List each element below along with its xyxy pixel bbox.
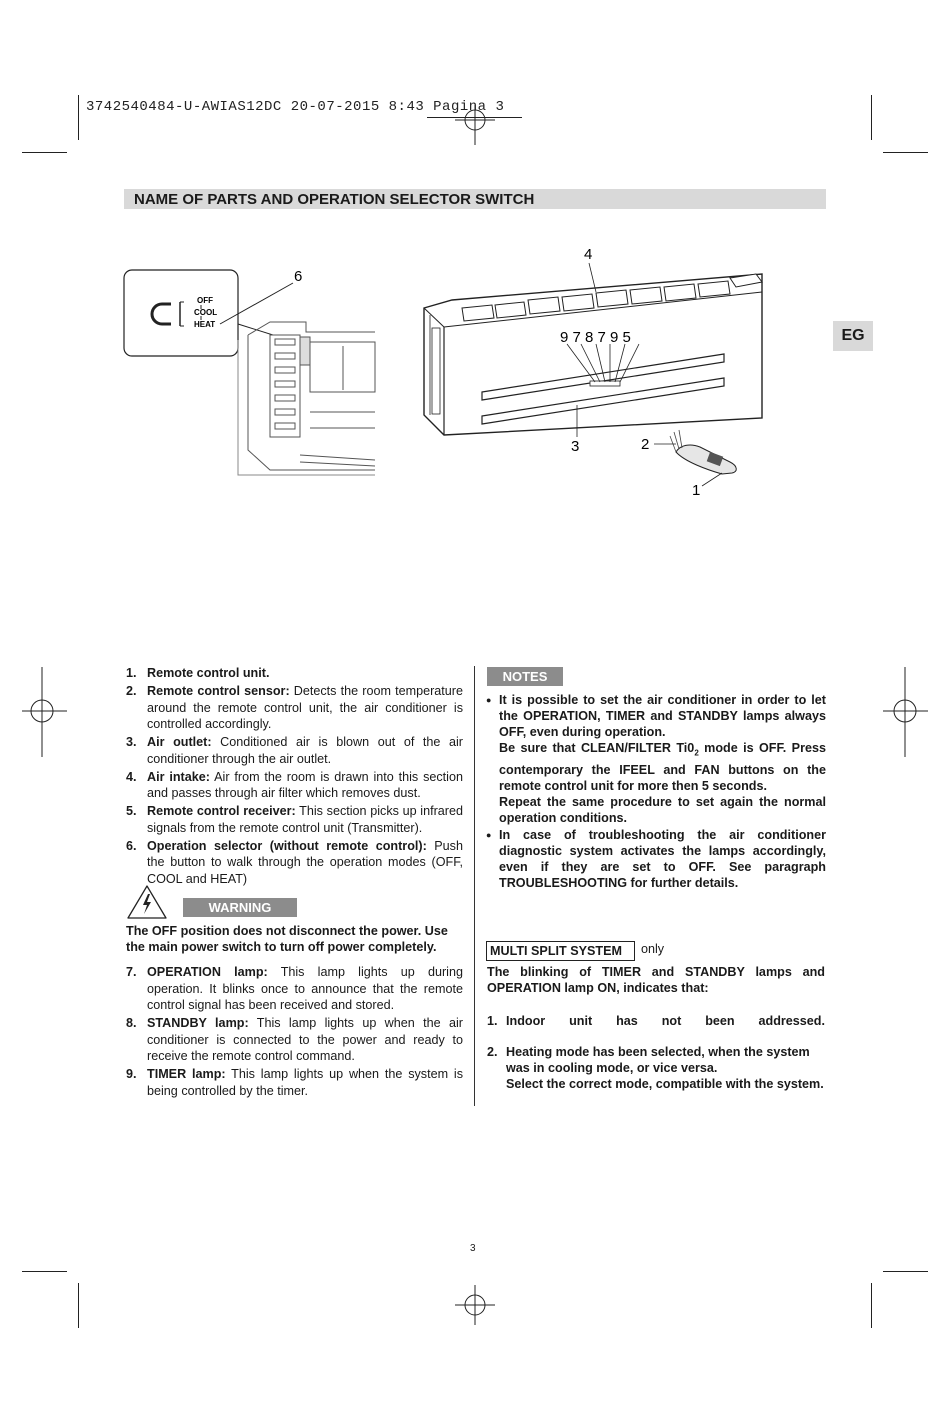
callout-3: 3 (571, 438, 580, 455)
section-title: NAME OF PARTS AND OPERATION SELECTOR SWITCH (134, 191, 535, 208)
crop-mark (883, 1271, 928, 1272)
warning-label: WARNING (183, 898, 297, 917)
callout-2: 2 (641, 436, 650, 453)
list-item: 1. Remote control unit. (126, 666, 270, 680)
multi-split-box: MULTI SPLIT SYSTEM (486, 941, 635, 961)
notes-list (486, 692, 826, 892)
crop-mark (22, 1271, 67, 1272)
list-item: 1. Indoor unit has not been addressed. (487, 1014, 825, 1028)
list-item: ● It is possible to set the air conditioner in order to let the OPERATION, TIMER and STANDBY lamps always OFF, even during operation. Be sure that CLEAN/FILTER $Ti0_2$ mode is OFF. Press contemporary the IFEEL and FAN buttons on the remote control unit for more then 5 seconds. Repeat the same procedure to set again the normal operation conditions. (486, 692, 826, 826)
callout-4: 4 (584, 246, 593, 263)
language-tab: EG (833, 321, 873, 351)
crop-mark (871, 1283, 872, 1328)
list-item: ● In case of troubleshooting the air conditioner diagnostic system activates the lamps accordingly, even if they are set to OFF. See paragraph TROUBLESHOOTING for further details. (486, 827, 826, 891)
switch-label-off: OFF (197, 296, 213, 305)
callout-6: 6 (294, 268, 303, 285)
list-item: 6. Operation selector (without remote control): Push the button to walk through the operation modes (OFF, COOL and HEAT) (126, 838, 463, 886)
list-item: 2. Heating mode has been selected, when the system was in cooling mode, or vice versa. Select the correct mode, compatible with the system. (487, 1045, 824, 1091)
registration-mark (22, 667, 67, 757)
electric-hazard-icon (126, 884, 168, 920)
callout-row: 9 7 8 7 9 5 (560, 329, 631, 346)
list-item: 2. Remote control sensor: Detects the room temperature around the remote control unit, the air conditioner is controlled accordingly. (126, 684, 463, 731)
list-item: 4. Air intake: Air from the room is drawn into this section and passes through air filter which removes dust. (126, 769, 463, 800)
crop-mark (871, 95, 872, 140)
multi-split-intro: The blinking of TIMER and STANDBY lamps and OPERATION lamp ON, indicates that: (487, 965, 825, 995)
list-item: 8. STANDBY lamp: This lamp lights up when the air conditioner is connected to the power and ready to receive the remote control command. (126, 1016, 464, 1063)
list-item: 9. TIMER lamp: This lamp lights up when the system is being controlled by the timer. (126, 1067, 464, 1098)
registration-mark (455, 1285, 495, 1325)
crop-mark (883, 152, 928, 153)
registration-mark (883, 667, 928, 757)
page-number: 3 (470, 1243, 476, 1254)
notes-label: NOTES (487, 667, 563, 686)
print-slug: 3742540484-U-AWIAS12DC 20-07-2015 8:43 Pagina 3 (86, 99, 505, 115)
switch-label-heat: HEAT (194, 320, 216, 329)
lamps-list (126, 964, 463, 1101)
multi-split-only: only (641, 942, 665, 956)
parts-diagram (110, 240, 780, 500)
callout-1: 1 (692, 482, 701, 499)
crop-mark (78, 1283, 79, 1328)
list-item: 5. Remote control receiver: This section picks up infrared signals from the remote control unit (Transmitter). (126, 804, 463, 835)
list-item: 7. OPERATION lamp: This lamp lights up during operation. It blinks once to announce that the remote control signal has been received and stored. (126, 965, 463, 1012)
column-divider (474, 666, 475, 1106)
crop-mark (22, 152, 67, 153)
warning-text: The OFF position does not disconnect the power. Use the main power switch to turn off power completely. (126, 924, 448, 954)
crop-mark (78, 95, 79, 140)
list-item: 3. Air outlet: Conditioned air is blown out of the air conditioner through the air outlet. (126, 735, 464, 766)
switch-label-cool: COOL (194, 308, 218, 317)
slug-underline (427, 117, 522, 118)
parts-list (126, 665, 463, 889)
section-banner (124, 189, 826, 209)
multi-split-list (487, 1013, 825, 1107)
